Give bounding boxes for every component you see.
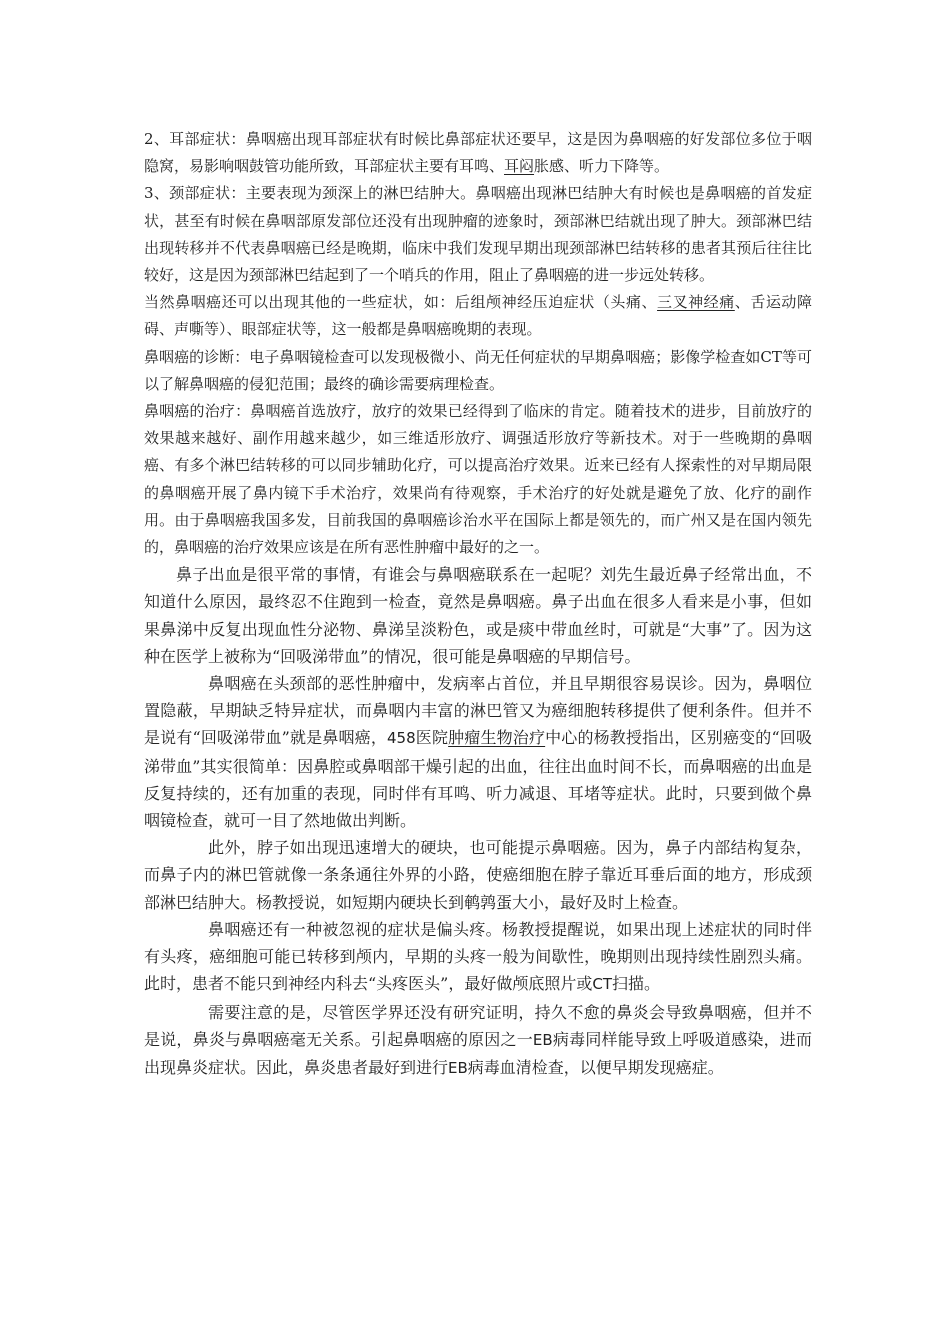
text: 胀感、听力下降等。 xyxy=(534,157,670,176)
paragraph-rhinitis xyxy=(144,999,812,1083)
eb-label: EB xyxy=(532,1030,553,1049)
document-body xyxy=(144,126,812,1082)
text: 病毒同样能导致上呼吸道感染，进而出现鼻炎症状。因此，鼻炎患者最好到进行 xyxy=(144,1029,812,1077)
paragraph-other-symptoms xyxy=(144,289,812,343)
text: 扫描。 xyxy=(612,974,661,994)
text: 病毒血清检查，以便早期发现癌症。 xyxy=(467,1057,724,1077)
text: 2、耳部症状：鼻咽癌出现耳部症状有时候比鼻部症状还要早，这是因为鼻咽癌的好发部位多位于咽隐窝，易影响咽鼓管功能所致，耳部症状主要有耳鸣、 xyxy=(144,130,812,176)
paragraph-ear-symptoms xyxy=(144,126,812,180)
text: 鼻咽癌在头颈部的恶性肿瘤中，发病率占首位，并且早期很容易误诊。因为，鼻咽位置隐蔽，早期缺乏特异症状，而鼻咽内丰富的淋巴管又为癌细胞转移提供了便利条件。但并不是说有“回吸涕带血”就是鼻咽癌， xyxy=(144,674,812,748)
paragraph-diagnosis: 鼻咽癌的诊断：电子鼻咽镜检查可以发现极微小、尚无任何症状的早期鼻咽癌；影像学检查如CT等可以了解鼻咽癌的侵犯范围；最终的确诊需要病理检查。 xyxy=(144,347,812,393)
paragraph-neck-lump: 此外，脖子如出现迅速增大的硬块，也可能提示鼻咽癌。因为，鼻子内部结构复杂，而鼻子内的淋巴管就像一条条通往外界的小路，使癌细胞在脖子靠近耳垂后面的地方，形成颈部淋巴结肿大。杨教授说，如短期内硬块长到鹌鹑蛋大小，最好及时上检查。 xyxy=(144,838,812,912)
ct-label: CT xyxy=(592,975,613,994)
link-tumor-biotherapy[interactable]: 肿瘤生物治疗 xyxy=(448,728,546,748)
text: 中心的杨教授指出，区别癌变的“回吸涕带血”其实很简单：因鼻腔或鼻咽部干燥引起的出血，往往出血时间不长，而鼻咽癌的出血是反复持续的，还有加重的表现，同时伴有耳鸣、听力减退、耳堵等症状。此时，只要到做个鼻咽镜检查，就可一目了然地做出判断。 xyxy=(144,728,812,831)
paragraph-nosebleed: 鼻子出血是很平常的事情，有谁会与鼻咽癌联系在一起呢？刘先生最近鼻子经常出血，不知道什么原因，最终忍不住跑到一检查，竟然是鼻咽癌。鼻子出血在很多人看来是小事，但如果鼻涕中反复出现血性分泌物、鼻涕呈淡粉色，或是痰中带血丝时，可就是“大事”了。因为这种在医学上被称为“回吸涕带血”的情况，很可能是鼻咽癌的早期信号。 xyxy=(144,565,812,666)
eb-label: EB xyxy=(448,1058,468,1077)
paragraph-misdiagnosis xyxy=(144,670,812,834)
hospital-number: 458 xyxy=(387,729,416,748)
link-ear-fullness[interactable]: 耳闷 xyxy=(504,157,535,176)
paragraph-treatment: 鼻咽癌的治疗：鼻咽癌首选放疗，放疗的效果已经得到了临床的肯定。随着技术的进步，目前放疗的效果越来越好、副作用越来越少，如三维适形放疗、调强适形放疗等新技术。对于一些晚期的鼻咽癌、有多个淋巴结转移的可以同步辅助化疗，可以提高治疗效果。近来已经有人探索性的对早期局限的鼻咽癌开展了鼻内镜下手术治疗，效果尚有待观察，手术治疗的好处就是避免了放、化疗的副作用。由于鼻咽癌我国多发，目前我国的鼻咽癌诊治水平在国际上都是领先的，而广州又是在国内领先的，鼻咽癌的治疗效果应该是在所有恶性肿瘤中最好的之一。 xyxy=(144,402,812,557)
text: 当然鼻咽癌还可以出现其他的一些症状，如：后组颅神经压迫症状（头痛、 xyxy=(144,293,658,312)
link-trigeminal-neuralgia[interactable]: 三叉神经痛 xyxy=(657,293,735,312)
text: 、舌运动障碍、声嘶等）、眼部症状等，这一般都是鼻咽癌晚期的表现。 xyxy=(144,293,812,339)
paragraph-headache xyxy=(144,916,812,999)
text: 需要注意的是，尽管医学界还没有研究证明，持久不愈的鼻炎会导致鼻咽癌，但并不是说，鼻炎与鼻咽癌毫无关系。引起鼻咽癌的原因之一 xyxy=(144,1002,812,1049)
text: 鼻咽癌还有一种被忽视的症状是偏头疼。杨教授提醒说，如果出现上述症状的同时伴有头疼，癌细胞可能已转移到颅内，早期的头疼一般为间歇性，晚期则出现持续性剧烈头痛。此时，患者不能只到神经内科去“头疼医头”，最好做颅底照片或 xyxy=(144,919,812,994)
paragraph-neck-symptoms: 3、颈部症状：主要表现为颈深上的淋巴结肿大。鼻咽癌出现淋巴结肿大有时候也是鼻咽癌的首发症状，甚至有时候在鼻咽部原发部位还没有出现肿瘤的迹象时，颈部淋巴结就出现了肿大。颈部淋巴结出现转移并不代表鼻咽癌已经是晚期，临床中我们发现早期出现颈部淋巴结转移的患者其预后往往比较好，这是因为颈部淋巴结起到了一个哨兵的作用，阻止了鼻咽癌的进一步远处转移。 xyxy=(144,184,812,285)
text: 医院 xyxy=(415,728,449,748)
